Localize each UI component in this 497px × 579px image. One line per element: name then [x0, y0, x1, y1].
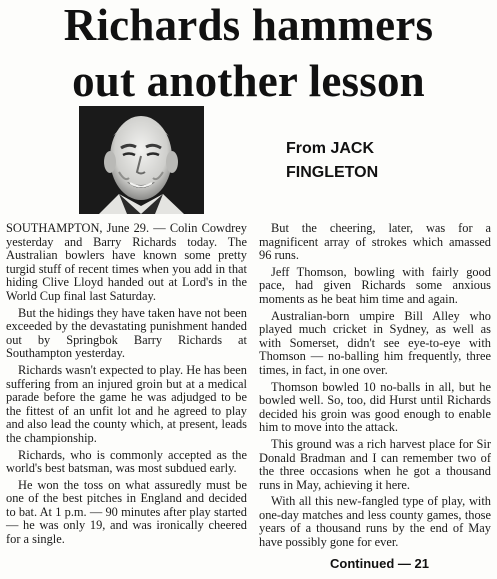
- article-paragraph: Thomson bowled 10 no-balls in all, but he bowled well. So, too, did Hurst until Richards decided his groin was good enough to enable him to move into the attack.: [259, 379, 491, 435]
- article-right-column: [259, 222, 491, 553]
- continued-marker: Continued — 21: [330, 556, 429, 571]
- article-paragraph: [6, 222, 247, 304]
- article-paragraph: But the hidings they have taken have not been exceeded by the devastating punishment handed out by Springbok Barry Richards at Southampton yesterday.: [6, 305, 247, 361]
- article-paragraph: But the cheering, later, was for a magnificent array of strokes which amassed 96 runs.: [259, 221, 491, 263]
- byline-line-1: From JACK: [286, 140, 375, 157]
- portrait-photo-icon: [79, 106, 204, 214]
- article-left-column: [6, 222, 247, 550]
- article-paragraph: This ground was a rich harvest place for Sir Donald Bradman and I can remember two of the three occasions when he got a thousand runs in May, achieving it here.: [259, 436, 491, 492]
- article-paragraph: He won the toss on what assuredly must be one of the best pitches in England and decided to bat. At 1 p.m. — 90 minutes after play started — he was only 19, and was ironically cheered for a single.: [6, 477, 247, 547]
- article-paragraph: Jeff Thomson, bowling with fairly good pace, had given Richards some anxious moments as he beat him time and again.: [259, 264, 491, 306]
- byline-line-2: FINGLETON: [286, 164, 379, 181]
- article-paragraph: Richards, who is commonly accepted as the world's best batsman, was most subdued early.: [6, 447, 247, 476]
- article-paragraph: Richards wasn't expected to play. He has been suffering from an injured groin but at a medical parade before the game he was adjudged to be the fittest of an unfit lot and he agreed to play and also lead the county which, at present, leads the championship.: [6, 362, 247, 445]
- portrait-illustration: [79, 106, 204, 214]
- article-paragraph: With all this new-fangled type of play, with one-day matches and less county games, those years of a thousand runs by the end of May have possibly gone for ever.: [259, 494, 491, 550]
- article-paragraph: Australian-born umpire Bill Alley who played much cricket in Sydney, as well as with Somerset, didn't see eye-to-eye with Thomson — no-balling him frequently, three times, in fact, in one over.: [259, 308, 491, 377]
- paragraph-text: Colin Cowdrey yesterday and Barry Richards today. The Australian bowlers have known some pretty turgid stuff of recent times when you add in that hiding Clive Lloyd handed out at Lord's in the World Cup final last Saturday.: [6, 221, 247, 303]
- headline-line-1: Richards hammers: [63, 0, 434, 50]
- headline-line-2: out another lesson: [72, 56, 425, 106]
- dateline: SOUTHAMPTON, June 29. —: [6, 221, 166, 235]
